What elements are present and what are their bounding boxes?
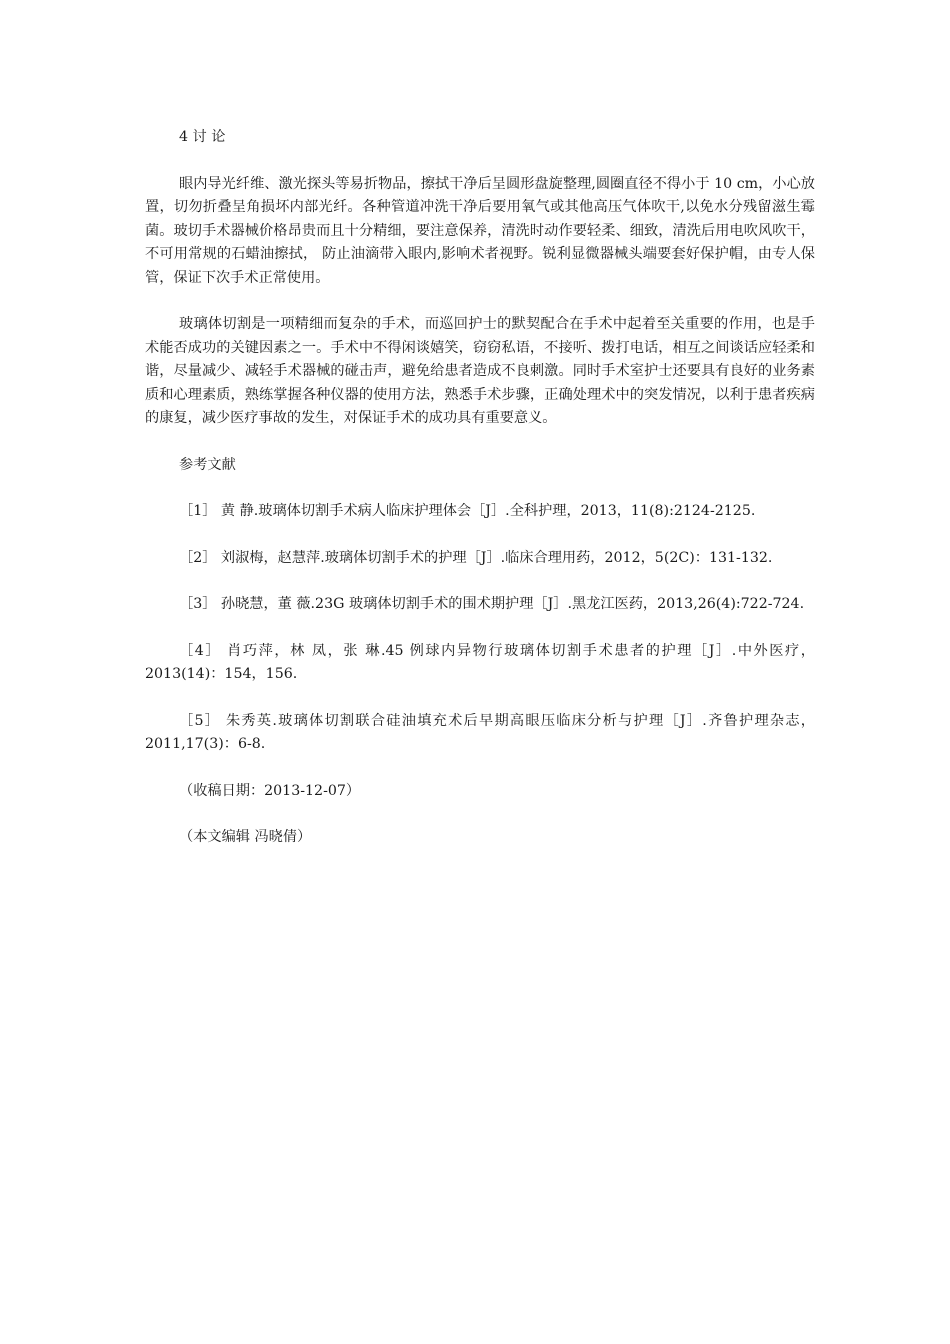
body-paragraph: 玻璃体切割是一项精细而复杂的手术，而巡回护士的默契配合在手术中起着至关重要的作用，也是手术能否成功的关键因素之一。手术中不得闲谈嬉笑，窃窃私语，不接听、拨打电话，相互之间谈话应轻柔和谐，尽量减少、减轻手术器械的碰击声，避免给患者造成不良刺激。同时手术室护士还要具有良好的业务素质和心理素质，熟练掌握各种仪器的使用方法，熟悉手术步骤，正确处理术中的突发情况，以利于患者疾病的康复，减少医疗事故的发生，对保证手术的成功具有重要意义。 bbox=[145, 316, 815, 426]
document-body bbox=[145, 126, 815, 873]
references-title: 参考文献 bbox=[179, 456, 236, 473]
body-paragraph: 眼内导光纤维、激光探头等易折物品，擦拭干净后呈圆形盘旋整理,圆圈直径不得小于 10 cm，小心放置，切勿折叠呈角损坏内部光纤。各种管道冲洗干净后要用氧气或其他高压气体吹干,以免水分残留滋生霉菌。玻切手术器械价格昂贵而且十分精细，要注意保养，清洗时动作要轻柔、细致，清洗后用电吹风吹干，不可用常规的石蜡油擦拭， 防止油滴带入眼内,影响术者视野。锐利显微器械头端要套好保护帽，由专人保管，保证下次手术正常使用。 bbox=[145, 175, 815, 286]
section-heading: 4 讨 论 bbox=[179, 129, 226, 145]
editor-note: （本文编辑 冯晓倩） bbox=[179, 829, 312, 845]
reference-item: ［5］ 朱秀英.玻璃体切割联合硅油填充术后早期高眼压临床分析与护理［J］.齐鲁护理杂志，2011,17(3)：6-8. bbox=[145, 712, 815, 752]
received-date: （收稿日期：2013-12-07） bbox=[179, 782, 361, 799]
reference-item: ［4］ 肖巧萍，林 凤，张 琳.45 例球内异物行玻璃体切割手术患者的护理［J］.中外医疗，2013(14)：154，156. bbox=[145, 642, 815, 682]
reference-item: ［3］ 孙晓慧，董 薇.23G 玻璃体切割手术的围术期护理［J］.黑龙江医药，2013,26(4):722-724. bbox=[179, 596, 805, 612]
reference-item: ［2］ 刘淑梅，赵慧萍.玻璃体切割手术的护理［J］.临床合理用药，2012，5(2C)：131-132. bbox=[179, 549, 773, 566]
reference-item: ［1］ 黄 静.玻璃体切割手术病人临床护理体会［J］.全科护理，2013，11(8):2124-2125. bbox=[179, 503, 756, 519]
